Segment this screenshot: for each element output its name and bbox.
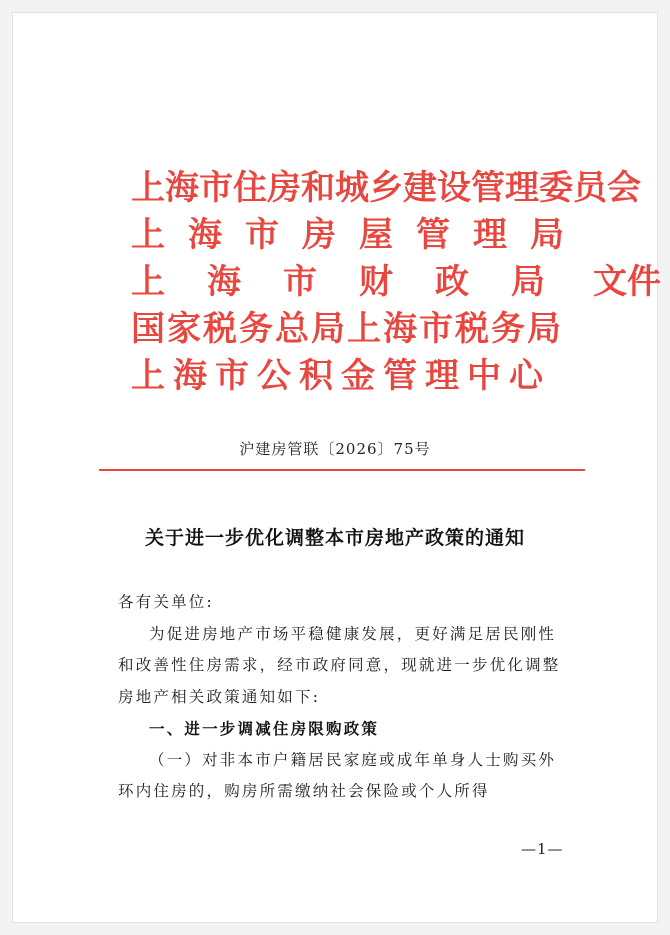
document-title: 关于进一步优化调整本市房地产政策的通知	[144, 527, 525, 549]
issuing-authorities	[131, 165, 661, 400]
red-divider-line	[99, 469, 585, 471]
issuer-name: 上海市公积金管理中心	[131, 356, 551, 396]
issuer-name: 国家税务总局上海市税务局	[131, 309, 563, 349]
issuer-line	[131, 259, 661, 306]
issuer-name: 上海市财政局	[131, 262, 587, 302]
issuer-name: 上海市房屋管理局	[131, 215, 587, 255]
issuer-line	[131, 353, 571, 400]
salutation: 各有关单位:	[118, 593, 214, 611]
section-heading: 一、进一步调减住房限购政策	[149, 719, 380, 738]
document-number: 沪建房管联〔2026〕75号	[239, 440, 431, 458]
issuer-line	[131, 212, 587, 259]
body-paragraph: 为促进房地产市场平稳健康发展，更好满足居民刚性和改善性住房需求，经市政府同意，现就进一步优化调整房地产相关政策通知如下:	[118, 624, 561, 706]
page-number: —1—	[521, 840, 564, 858]
document-page	[12, 12, 661, 923]
body-paragraph: （一）对非本市户籍居民家庭或成年单身人士购买外环内住房的，购房所需缴纳社会保险或个人所得	[118, 750, 557, 800]
document-label: 文件	[593, 262, 661, 302]
issuer-name: 上海市住房和城乡建设管理委员会	[131, 168, 641, 208]
issuer-line	[131, 306, 571, 353]
document-body	[118, 587, 573, 808]
issuer-line	[131, 165, 641, 212]
